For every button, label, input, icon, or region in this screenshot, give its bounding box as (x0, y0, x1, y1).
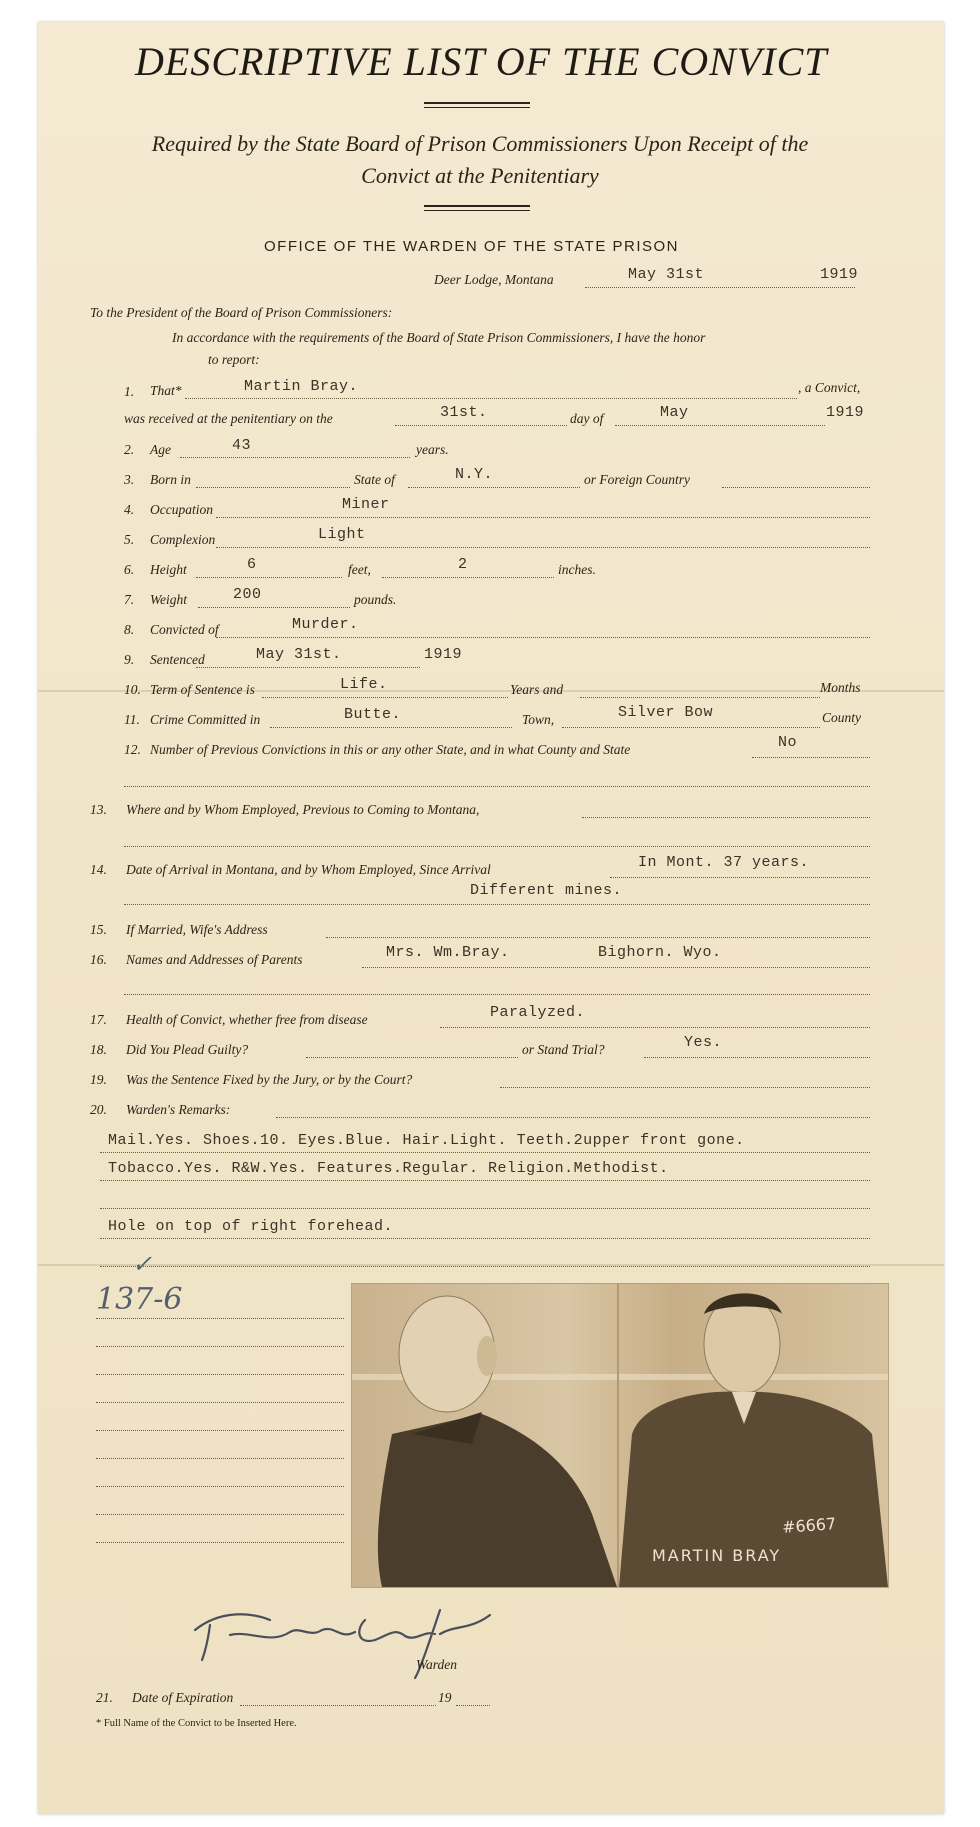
field-label: Town, (522, 712, 555, 727)
field-number: 12. (124, 742, 141, 757)
fill-line (96, 1514, 344, 1515)
field-label: or Stand Trial? (522, 1042, 605, 1057)
fill-line (615, 425, 825, 426)
fill-line (124, 786, 870, 787)
field-label: , a Convict, (798, 380, 861, 395)
fill-line (96, 1542, 344, 1543)
crime-town: Butte. (344, 706, 402, 723)
report-date: May 31st (628, 266, 705, 283)
document-title: DESCRIPTIVE LIST OF THE CONVICT (135, 39, 828, 84)
handwritten-number: 137-6 (96, 1282, 183, 1317)
field-number: 5. (124, 532, 135, 547)
weight-value: 200 (233, 586, 262, 603)
field-number: 17. (90, 1012, 107, 1027)
subtitle-rule (424, 205, 530, 207)
received-month: May (660, 404, 689, 421)
fill-line (185, 398, 797, 399)
photo-divider (617, 1284, 619, 1587)
field-label: That* (150, 383, 182, 398)
conviction-value: Murder. (292, 616, 359, 633)
field-label: Term of Sentence is (150, 682, 255, 697)
fill-line (500, 1087, 870, 1088)
fill-line (100, 1238, 870, 1239)
fill-line (100, 1266, 870, 1267)
fill-line (180, 457, 410, 458)
footnote: * Full Name of the Convict to be Inserted Here. (96, 1718, 297, 1729)
field-label: Weight (150, 592, 187, 607)
field-label: or Foreign Country (584, 472, 690, 487)
fill-line (96, 1318, 344, 1319)
mugshot-photo (351, 1283, 889, 1588)
field-label: day of (570, 411, 604, 426)
expiration-year: 19 (438, 1690, 452, 1705)
fill-line (216, 637, 870, 638)
field-label: years. (416, 442, 449, 457)
fill-line (610, 877, 870, 878)
subtitle-rule (424, 210, 530, 211)
fill-line (100, 1208, 870, 1209)
field-number: 13. (90, 802, 107, 817)
field-label: Did You Plead Guilty? (126, 1042, 249, 1057)
field-label: Born in (150, 472, 191, 487)
intro-line-2: to report: (208, 352, 260, 367)
check-mark: ✓ (132, 1250, 153, 1278)
field-label: County (822, 710, 861, 725)
photo-number: #6667 (781, 1514, 837, 1537)
field-number: 9. (124, 652, 135, 667)
field-label: was received at the penitentiary on the (124, 411, 333, 426)
fill-line (456, 1705, 490, 1706)
field-label: Was the Sentence Fixed by the Jury, or by the Court? (126, 1072, 413, 1087)
fill-line (100, 1152, 870, 1153)
plea-value: Yes. (684, 1034, 723, 1051)
fill-line (382, 577, 554, 578)
occupation-value: Miner (342, 496, 390, 513)
place-label: Deer Lodge, Montana (434, 272, 554, 287)
field-number: 18. (90, 1042, 107, 1057)
fill-line (240, 1705, 436, 1706)
employer-value: Different mines. (470, 882, 623, 899)
field-label: Occupation (150, 502, 213, 517)
fill-line (722, 487, 870, 488)
subtitle: Required by the State Board of Prison Commissioners Upon Receipt of the Convict at the Penitentiary (151, 131, 809, 188)
fill-line (196, 577, 342, 578)
field-label: Date of Arrival in Montana, and by Whom Employed, Since Arrival (126, 862, 491, 877)
fill-line (262, 697, 508, 698)
field-label: Complexion (150, 532, 216, 547)
sentence-year: 1919 (424, 646, 463, 663)
mugshot-figures (352, 1284, 888, 1587)
field-label: Age (150, 442, 171, 457)
fill-line (270, 727, 512, 728)
previous-convictions: No (778, 734, 798, 751)
field-number: 3. (124, 472, 135, 487)
field-number: 19. (90, 1072, 107, 1087)
field-number: 20. (90, 1102, 107, 1117)
field-number: 16. (90, 952, 107, 967)
warden-signature (190, 1590, 520, 1685)
field-number: 11. (124, 712, 140, 727)
fill-line (326, 937, 870, 938)
field-label: pounds. (354, 592, 397, 607)
parents-name: Mrs. Wm.Bray. (386, 944, 510, 961)
warden-label: Warden (416, 1657, 458, 1672)
fill-line (96, 1346, 344, 1347)
field-label: Convicted of (150, 622, 219, 637)
title-rule (424, 107, 530, 108)
office-heading: OFFICE OF THE WARDEN OF THE STATE PRISON (264, 238, 680, 255)
field-number: 4. (124, 502, 135, 517)
sentence-date: May 31st. (256, 646, 342, 663)
field-label: feet, (348, 562, 371, 577)
received-year: 1919 (826, 404, 865, 421)
warden-remarks-line: Tobacco.Yes. R&W.Yes. Features.Regular. Religion.Methodist. (108, 1160, 669, 1177)
field-number: 15. (90, 922, 107, 937)
fill-line (276, 1117, 870, 1118)
fill-line (440, 1027, 870, 1028)
field-number: 21. (96, 1690, 113, 1705)
fill-line (580, 697, 820, 698)
fill-line (644, 1057, 870, 1058)
fill-line (96, 1374, 344, 1375)
field-number: 2. (124, 442, 135, 457)
fill-line (96, 1486, 344, 1487)
field-number: 14. (90, 862, 107, 877)
field-label: Years and (510, 682, 564, 697)
fill-line (124, 994, 870, 995)
convict-name: Martin Bray. (244, 378, 359, 395)
warden-remarks-line: Hole on top of right forehead. (108, 1218, 394, 1235)
field-number: 8. (124, 622, 135, 637)
field-label: Warden's Remarks: (126, 1102, 231, 1117)
fill-line (562, 727, 820, 728)
fill-line (196, 487, 350, 488)
received-day: 31st. (440, 404, 488, 421)
fill-line (100, 1180, 870, 1181)
field-label: State of (354, 472, 395, 487)
term-value: Life. (340, 676, 388, 693)
field-label: Health of Convict, whether free from disease (126, 1012, 368, 1027)
fill-line (124, 846, 870, 847)
field-label: Sentenced (150, 652, 205, 667)
intro-line: In accordance with the requirements of the Board of State Prison Commissioners, I have the honor (172, 330, 706, 345)
health-value: Paralyzed. (490, 1004, 586, 1021)
field-label: Names and Addresses of Parents (126, 952, 303, 967)
fill-line (124, 904, 870, 905)
fill-line (408, 487, 580, 488)
fill-line (582, 817, 870, 818)
date-line (585, 287, 855, 288)
field-label: inches. (558, 562, 596, 577)
field-label: Date of Expiration (132, 1690, 234, 1705)
report-year: 1919 (820, 266, 859, 283)
field-label: Where and by Whom Employed, Previous to Coming to Montana, (126, 802, 480, 817)
warden-remarks-line: Mail.Yes. Shoes.10. Eyes.Blue. Hair.Light. Teeth.2upper front gone. (108, 1132, 745, 1149)
fill-line (395, 425, 567, 426)
field-label: If Married, Wife's Address (126, 922, 268, 937)
fill-line (216, 517, 870, 518)
field-number: 1. (124, 384, 135, 399)
fill-line (362, 967, 870, 968)
fill-line (752, 757, 870, 758)
field-label: Number of Previous Convictions in this or any other State, and in what County and State (150, 742, 631, 757)
age-value: 43 (232, 437, 252, 454)
fill-line (96, 1402, 344, 1403)
arrival-value: In Mont. 37 years. (638, 854, 810, 871)
field-number: 10. (124, 682, 141, 697)
field-number: 6. (124, 562, 135, 577)
height-inches: 2 (458, 556, 468, 573)
field-label: Crime Committed in (150, 712, 261, 727)
parents-address: Bighorn. Wyo. (598, 944, 722, 961)
addressee: To the President of the Board of Prison Commissioners: (90, 305, 393, 320)
photo-name-caption: MARTIN BRAY (652, 1546, 782, 1565)
field-label: Height (150, 562, 187, 577)
fill-line (96, 1430, 344, 1431)
height-feet: 6 (247, 556, 257, 573)
complexion-value: Light (318, 526, 366, 543)
birth-state: N.Y. (455, 466, 494, 483)
fill-line (306, 1057, 518, 1058)
fill-line (198, 607, 350, 608)
field-label: Months (820, 680, 861, 695)
crime-county: Silver Bow (618, 704, 714, 721)
fill-line (196, 667, 420, 668)
fill-line (96, 1458, 344, 1459)
title-rule (424, 102, 530, 104)
fill-line (216, 547, 870, 548)
signature-graphic (190, 1590, 520, 1680)
field-number: 7. (124, 592, 135, 607)
